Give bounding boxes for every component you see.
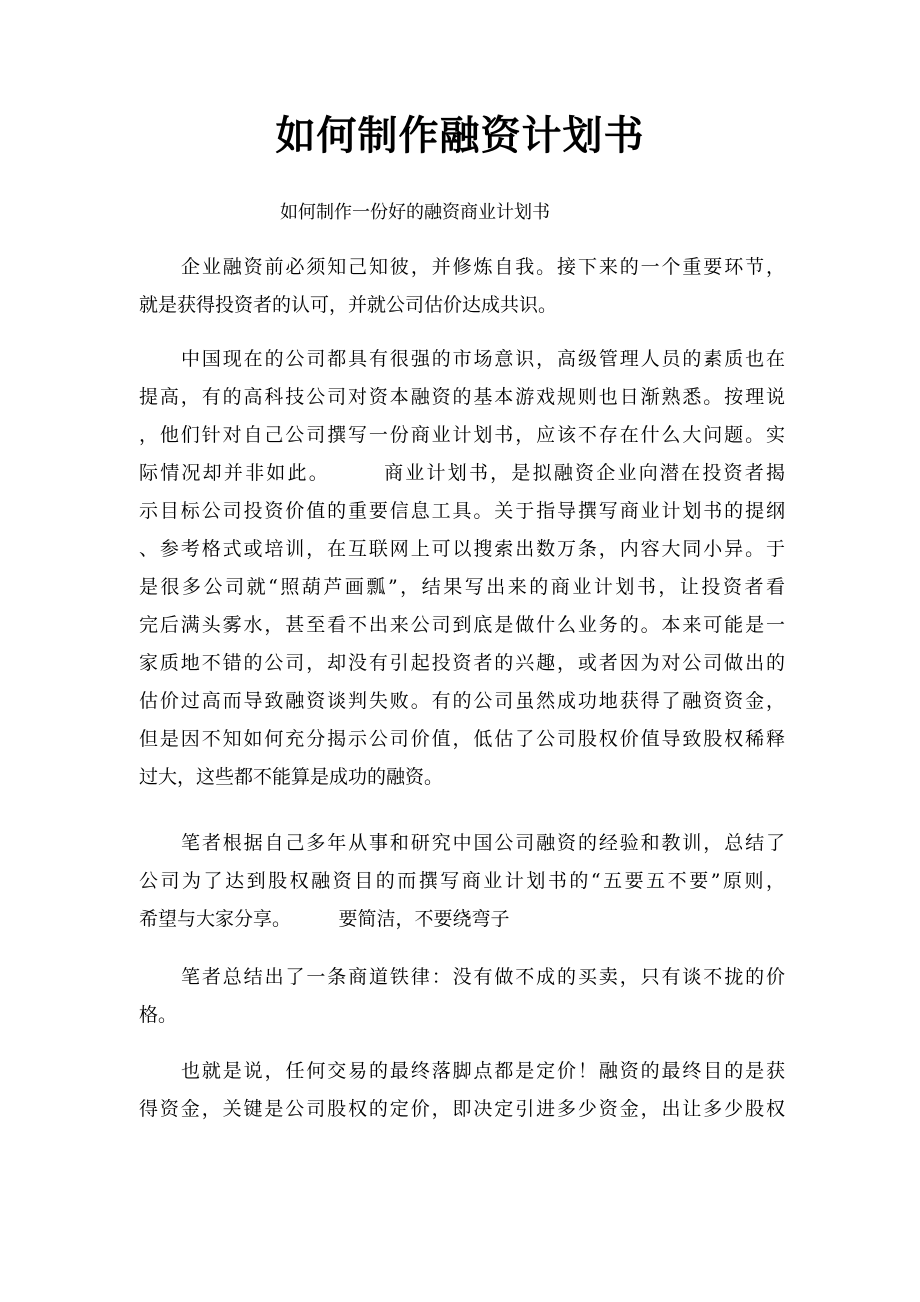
paragraph-line: 家质地不错的公司，却没有引起投资者的兴趣，或者因为对公司做出的: [139, 652, 785, 674]
paragraph-line: 希望与大家分享。 要简洁，不要绕弯子: [139, 908, 510, 930]
paragraph-line: 完后满头雾水，甚至看不出来公司到底是做什么业务的。本来可能是一: [139, 614, 785, 636]
document-subtitle: 如何制作一份好的融资商业计划书: [280, 202, 550, 223]
paragraph-line: 也就是说，任何交易的最终落脚点都是定价！融资的最终目的是获: [181, 1060, 785, 1082]
paragraph-line: ，他们针对自己公司撰写一份商业计划书，应该不存在什么大问题。实: [139, 424, 785, 446]
paragraph-line: 是很多公司就“照葫芦画瓢”，结果写出来的商业计划书，让投资者看: [139, 576, 785, 598]
paragraph-line: 际情况却并非如此。 商业计划书，是拟融资企业向潜在投资者揭: [139, 462, 785, 484]
paragraph-line: 笔者根据自己多年从事和研究中国公司融资的经验和教训，总结了: [181, 832, 785, 854]
paragraph-line: 估价过高而导致融资谈判失败。有的公司虽然成功地获得了融资资金，: [139, 690, 785, 712]
paragraph-line: 中国现在的公司都具有很强的市场意识，高级管理人员的素质也在: [181, 348, 785, 370]
paragraph-line: 过大，这些都不能算是成功的融资。: [139, 766, 444, 788]
paragraph-line: 公司为了达到股权融资目的而撰写商业计划书的“五要五不要”原则，: [139, 870, 785, 892]
document-title: 如何制作融资计划书: [275, 112, 645, 159]
paragraph-line: 笔者总结出了一条商道铁律：没有做不成的买卖，只有谈不拢的价: [181, 966, 785, 988]
paragraph-line: 、参考格式或培训，在互联网上可以搜索出数万条，内容大同小异。于: [139, 538, 785, 560]
paragraph-line: 示目标公司投资价值的重要信息工具。关于指导撰写商业计划书的提纲: [139, 500, 785, 522]
paragraph-line: 格。: [139, 1004, 178, 1026]
paragraph-line: 但是因不知如何充分揭示公司价值，低估了公司股权价值导致股权稀释: [139, 728, 785, 750]
paragraph-line: 得资金，关键是公司股权的定价，即决定引进多少资金，出让多少股权: [139, 1098, 785, 1120]
paragraph-line: 就是获得投资者的认可，并就公司估价达成共识。: [139, 294, 558, 316]
paragraph-line: 企业融资前必须知己知彼，并修炼自我。接下来的一个重要环节，: [181, 256, 785, 278]
paragraph-line: 提高，有的高科技公司对资本融资的基本游戏规则也日渐熟悉。按理说: [139, 386, 785, 408]
